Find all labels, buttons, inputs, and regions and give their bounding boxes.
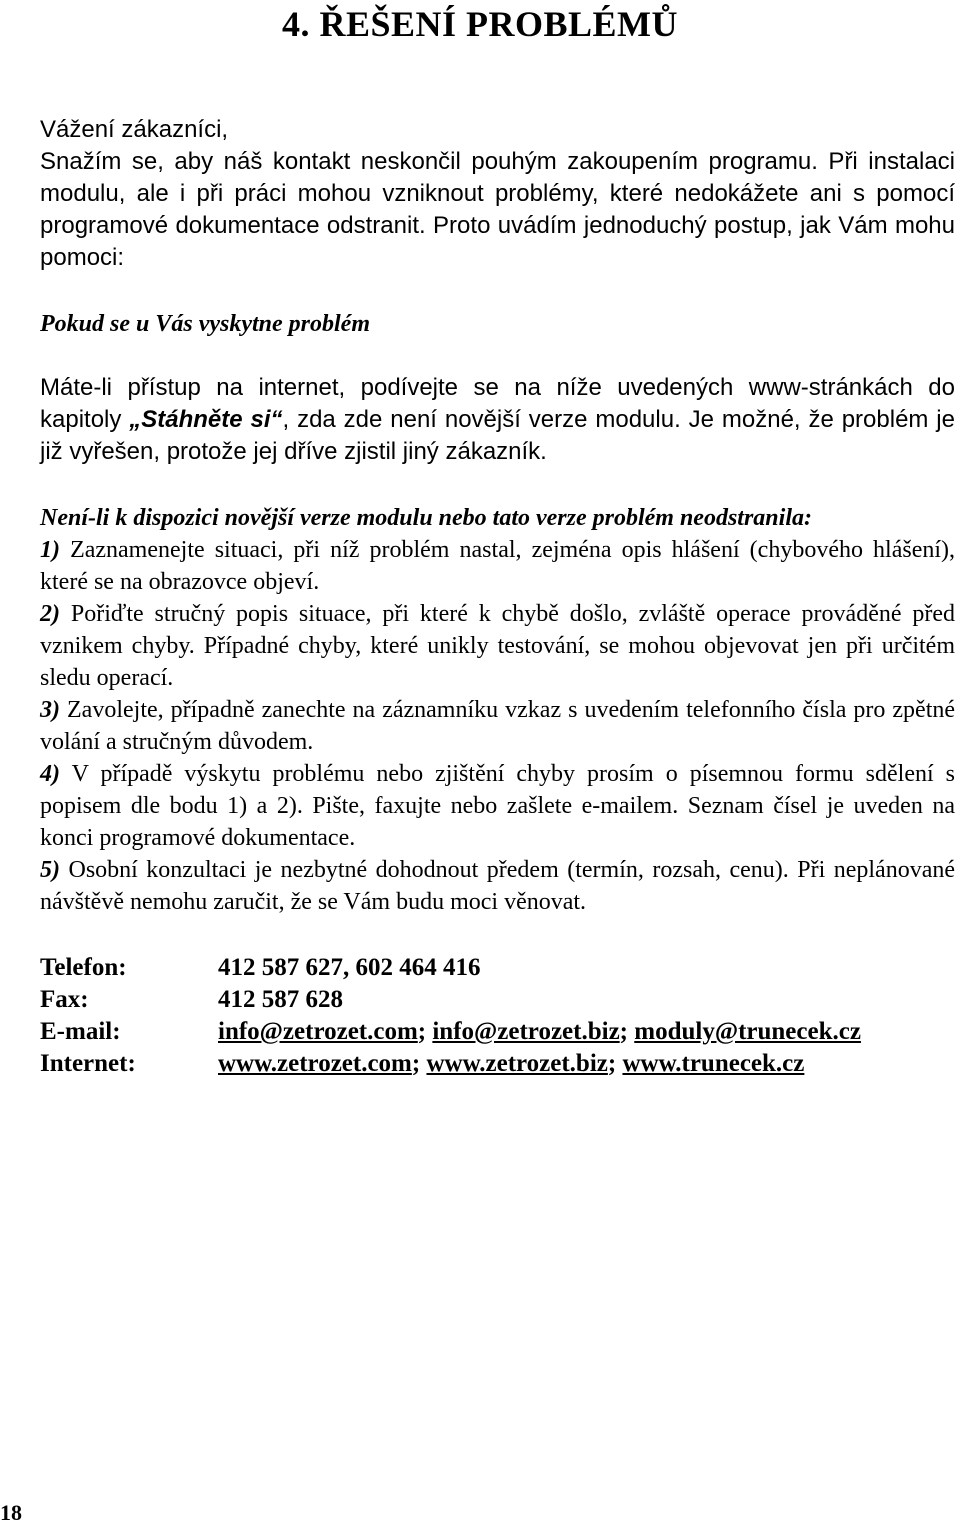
section2 — [40, 502, 955, 918]
step-text: V případě výskytu problému nebo zjištění chyby prosím o písemnou formu sdělení s popisem dle bodu 1) a 2). Pište, faxujte nebo zašlete e-mailem. Seznam čísel je uveden na konci programové dokumentace. — [40, 761, 955, 851]
step-item — [40, 694, 955, 758]
intro-text: Snažím se, aby náš kontakt neskončil pouhým zakoupením programu. Při instalaci modulu, ale i při práci mohou vzniknout problémy, které nedokážete ani s pomocí programové dokumentace odstranit. — [40, 148, 955, 239]
web-link[interactable]: www.zetrozet.biz — [426, 1050, 608, 1077]
section1-paragraph — [40, 372, 955, 468]
email-link[interactable]: moduly@trunecek.cz — [634, 1018, 861, 1045]
step-text: Pořiďte stručný popis situace, při které k chybě došlo, zvláště operace prováděné před vznikem chyby. Případné chyby, které unikly testování, se mohou objevovat jen při určitém sledu operací. — [40, 601, 956, 691]
step-item — [40, 534, 955, 598]
greeting: Vážení zákazníci, — [40, 116, 229, 143]
web-link[interactable]: www.trunecek.cz — [622, 1050, 805, 1077]
section1-heading: Pokud se u Vás vyskytne problém — [40, 311, 370, 337]
step-item — [40, 598, 955, 694]
step-number: 4) — [40, 761, 60, 787]
fax-value: 412 587 628 — [218, 986, 343, 1013]
email-values: info@zetrozet.com; info@zetrozet.biz; moduly@trunecek.cz — [218, 1018, 861, 1045]
step-number: 1) — [40, 537, 60, 563]
web-link[interactable]: www.zetrozet.com — [218, 1050, 412, 1077]
intro-text-2: Proto uvádím jednoduchý postup, jak Vám mohu pomoci: — [40, 212, 955, 271]
section2-heading: Není-li k dispozici novější verze modulu nebo tato verze problém neodstranila: — [40, 505, 812, 531]
phone-label: Telefon: — [40, 954, 127, 981]
download-section-name: „Stáhněte si“ — [129, 406, 283, 433]
section1-text-a: Máte-li přístup na internet, podívejte se na níže uvedených www-stránkách do kapitoly — [40, 374, 955, 433]
step-number: 3) — [40, 697, 60, 723]
step-item — [40, 758, 955, 854]
step-item — [40, 854, 955, 918]
contact-row-email — [40, 1016, 955, 1048]
email-link[interactable]: info@zetrozet.com — [218, 1018, 418, 1045]
step-text: Osobní konzultaci je nezbytné dohodnout předem (termín, rozsah, cenu). Při neplánované návštěvě nemohu zaručit, že se Vám budu moci věnovat. — [40, 857, 955, 915]
email-link[interactable]: info@zetrozet.biz — [432, 1018, 620, 1045]
web-values: www.zetrozet.com; www.zetrozet.biz; www.trunecek.cz — [218, 1050, 805, 1077]
email-label: E-mail: — [40, 1018, 121, 1045]
step-number: 5) — [40, 857, 60, 883]
step-text: Zavolejte, případně zanechte na záznamníku vzkaz s uvedením telefonního čísla pro zpětné volání a stručným důvodem. — [40, 697, 956, 755]
contacts-table — [40, 952, 955, 1080]
fax-label: Fax: — [40, 986, 89, 1013]
contact-row-fax — [40, 984, 955, 1016]
step-number: 2) — [40, 601, 60, 627]
page-number: 18 — [0, 1500, 22, 1525]
contact-row-phone — [40, 952, 955, 984]
section1-text-c: Je možné, že problém je již vyřešen, protože jej dříve zjistil jiný zákazník. — [40, 406, 955, 465]
intro-paragraph — [40, 114, 955, 274]
phone-value: 412 587 627, 602 464 416 — [218, 954, 481, 981]
steps-list — [40, 534, 955, 918]
contact-row-internet — [40, 1048, 955, 1080]
internet-label: Internet: — [40, 1050, 136, 1077]
page-title: 4. ŘEŠENÍ PROBLÉMŮ — [281, 4, 679, 44]
section1-text-b: , zda zde není novější verze modulu. — [282, 406, 681, 433]
step-text: Zaznamenejte situaci, při níž problém nastal, zejména opis hlášení (chybového hlášení), které se na obrazovce objeví. — [40, 537, 956, 595]
